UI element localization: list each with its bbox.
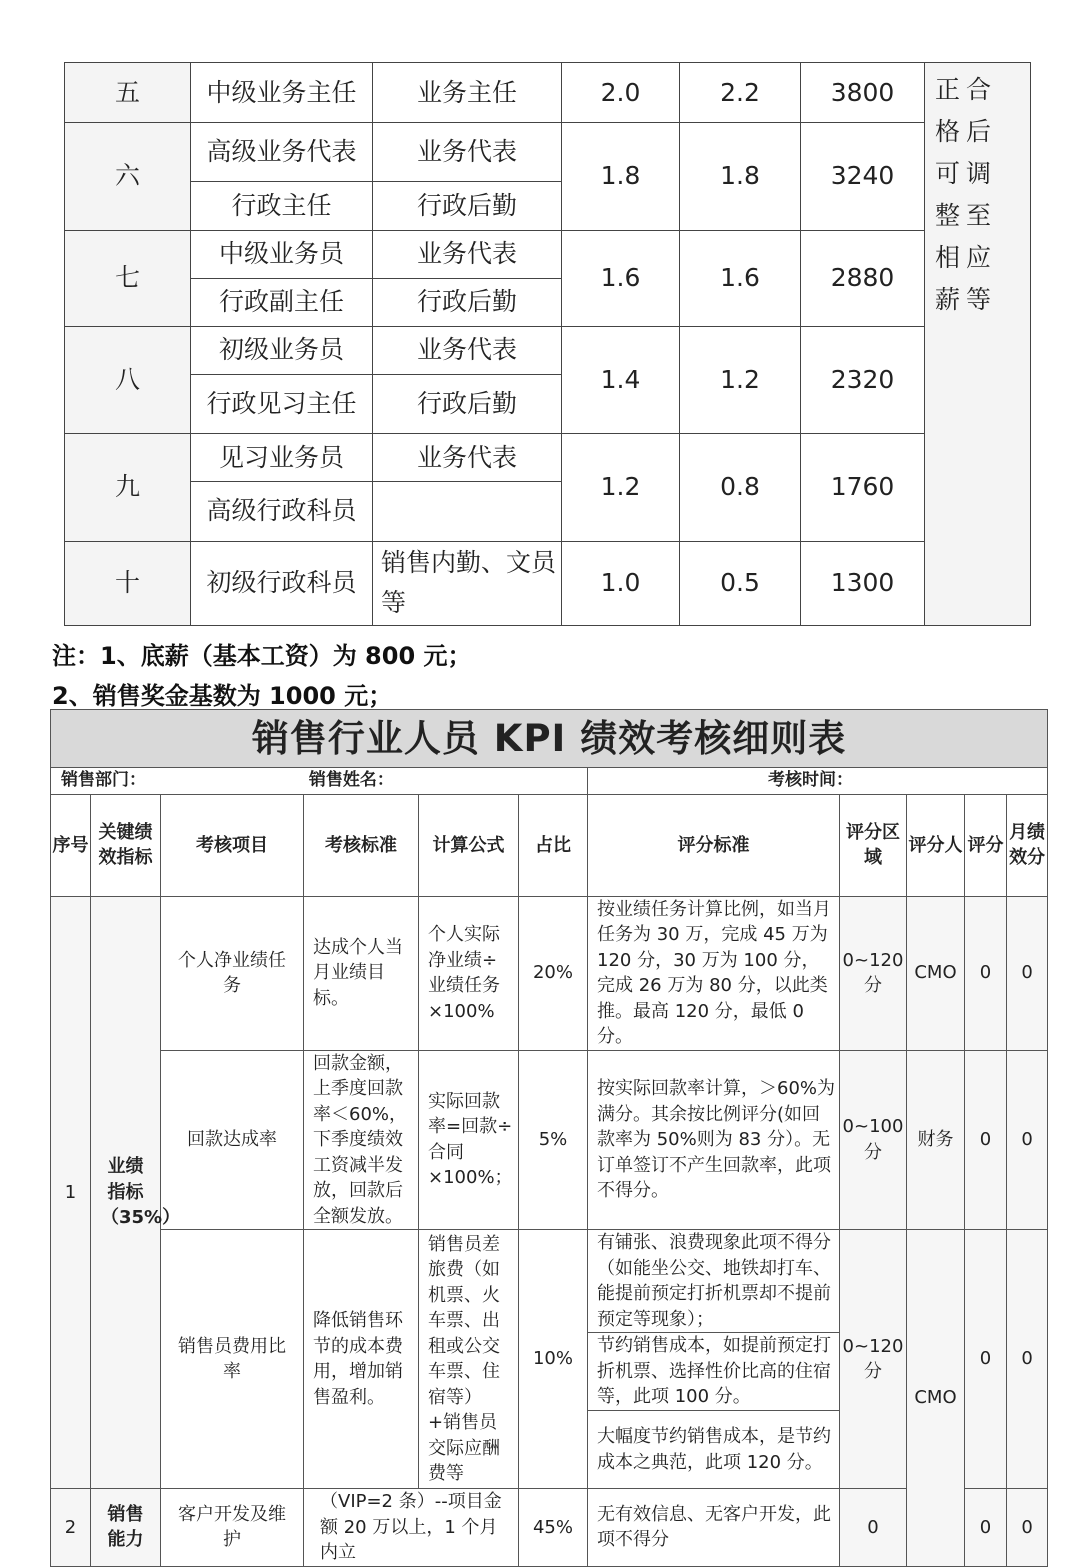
grade-row — [65, 541, 1031, 583]
item-standard: 回款金额，上季度回款率＜60%，下季度绩效工资减半发放，回款后全额发放。 — [304, 1050, 419, 1230]
time-label: 考核时间： — [588, 768, 1048, 795]
item-criteria: 有铺张、浪费现象此项不得分（如能坐公交、地铁却打车、能提前预定打折机票却不提前预定等现象）； — [588, 1230, 840, 1333]
item-ratio: 5% — [519, 1050, 588, 1230]
item-criteria: 节约销售成本，如提前预定打折机票、选择性价比高的住宿等，此项 100 分。 — [588, 1333, 840, 1411]
role-cell: 业务代表 — [373, 123, 562, 182]
item-formula: 销售员差旅费（如机票、火车票、出租或公交车票、住宿等）+销售员交际应酬费等 — [419, 1230, 519, 1489]
kpi-row — [51, 1050, 1048, 1230]
section-kpi: 业绩指标（35%） — [91, 896, 161, 1489]
coef2-cell: 2.2 — [680, 63, 801, 123]
item-standard: （VIP=2 条）--项目金额 20 万以上，1 个月内立 — [304, 1489, 519, 1567]
item-formula: 个人实际净业绩÷业绩任务×100% — [419, 896, 519, 1050]
kpi-row — [51, 1230, 1048, 1333]
salary-grade-table — [64, 62, 1031, 626]
item-score: 0 — [965, 1050, 1007, 1230]
title-cell: 行政见习主任 — [191, 375, 373, 434]
coef1-cell: 1.6 — [562, 230, 680, 326]
title-cell: 高级业务代表 — [191, 123, 373, 182]
salary-cell: 1760 — [801, 434, 925, 541]
coef1-cell: 2.0 — [562, 63, 680, 123]
role-cell: 销售内勤、文员等 — [373, 541, 562, 625]
grade-cell: 六 — [65, 123, 191, 230]
coef2-cell: 1.6 — [680, 230, 801, 326]
grade-row — [65, 434, 1031, 482]
item-ratio: 45% — [519, 1489, 588, 1567]
item-range: 0~100分 — [840, 1050, 907, 1230]
item-rater: CMO — [907, 896, 965, 1050]
role-cell: 行政后勤 — [373, 278, 562, 326]
item-criteria: 按业绩任务计算比例，如当月任务为 30 万，完成 45 万为 120 分，30 万为 100 分，完成 26 万为 80 分，以此类推。最高 120 分，最低 0 分。 — [588, 896, 840, 1050]
role-cell: 业务代表 — [373, 326, 562, 374]
grade-row — [65, 123, 1031, 182]
coef2-cell: 1.8 — [680, 123, 801, 230]
section-kpi: 销售能力 — [91, 1489, 161, 1567]
salary-cell: 3800 — [801, 63, 925, 123]
note-line: 注：1、底薪（基本工资）为 800 元； — [52, 642, 472, 670]
coef1-cell: 1.0 — [562, 541, 680, 625]
header-score: 评分 — [965, 794, 1007, 896]
role-cell: 行政后勤 — [373, 182, 562, 230]
item-monthly: 0 — [1007, 1230, 1048, 1489]
header-kpi: 关键绩效指标 — [91, 794, 161, 896]
coef1-cell: 1.2 — [562, 434, 680, 541]
header-row — [51, 794, 1048, 896]
header-criteria: 评分标准 — [588, 794, 840, 896]
coef1-cell: 1.4 — [562, 326, 680, 433]
kpi-row — [51, 1489, 1048, 1567]
role-cell: 业务代表 — [373, 230, 562, 278]
header-rater: 评分人 — [907, 794, 965, 896]
item-criteria: 无有效信息、无客户开发，此项不得分 — [588, 1489, 840, 1567]
item-monthly: 0 — [1007, 1489, 1048, 1567]
header-item: 考核项目 — [161, 794, 304, 896]
title-cell: 高级行政科员 — [191, 482, 373, 541]
item-criteria: 按实际回款率计算，＞60%为满分。其余按比例评分(如回款率为 50%则为 83 分）。无订单签订不产生回款率，此项不得分。 — [588, 1050, 840, 1230]
title-cell: 中级业务主任 — [191, 63, 373, 123]
grade-row — [65, 230, 1031, 278]
item-range: 0~120分 — [840, 896, 907, 1050]
coef2-cell: 0.5 — [680, 541, 801, 625]
grade-row — [65, 326, 1031, 374]
item-ratio: 10% — [519, 1230, 588, 1489]
item-name: 客户开发及维护 — [161, 1489, 304, 1567]
header-standard: 考核标准 — [304, 794, 419, 896]
item-name: 销售员费用比率 — [161, 1230, 304, 1489]
item-rater: CMO — [907, 1230, 965, 1567]
kpi-row — [51, 896, 1048, 1050]
side-note: 正合格后可调整至相应薪等 — [925, 63, 1031, 626]
item-standard: 降低销售环节的成本费用，增加销售盈利。 — [304, 1230, 419, 1489]
item-formula: 实际回款率=回款÷合同×100%； — [419, 1050, 519, 1230]
section-no: 1 — [51, 896, 91, 1489]
title-cell: 见习业务员 — [191, 434, 373, 482]
salary-cell: 2320 — [801, 326, 925, 433]
role-cell: 行政后勤 — [373, 375, 562, 434]
grade-cell: 五 — [65, 63, 191, 123]
item-score: 0 — [965, 896, 1007, 1050]
coef1-cell: 1.8 — [562, 123, 680, 230]
grade-row — [65, 63, 1031, 123]
title-cell: 初级行政科员 — [191, 541, 373, 625]
header-ratio: 占比 — [519, 794, 588, 896]
item-rater: 财务 — [907, 1050, 965, 1230]
salary-cell: 2880 — [801, 230, 925, 326]
name-label: 销售姓名： — [308, 770, 394, 790]
header-formula: 计算公式 — [419, 794, 519, 896]
title-cell: 初级业务员 — [191, 326, 373, 374]
title-cell: 行政主任 — [191, 182, 373, 230]
role-cell — [373, 482, 562, 541]
item-ratio: 20% — [519, 896, 588, 1050]
title-cell: 中级业务员 — [191, 230, 373, 278]
item-score: 0 — [965, 1489, 1007, 1567]
meta-dept — [51, 768, 588, 795]
salary-cell: 1300 — [801, 541, 925, 625]
dept-label: 销售部门： — [61, 770, 146, 790]
header-range: 评分区域 — [840, 794, 907, 896]
grade-cell: 九 — [65, 434, 191, 541]
grade-cell: 十 — [65, 541, 191, 625]
item-range: 0~120分 — [840, 1230, 907, 1489]
title-cell: 行政副主任 — [191, 278, 373, 326]
coef2-cell: 1.2 — [680, 326, 801, 433]
item-name: 回款达成率 — [161, 1050, 304, 1230]
role-cell: 业务代表 — [373, 434, 562, 482]
header-no: 序号 — [51, 794, 91, 896]
item-score: 0 — [965, 1230, 1007, 1489]
item-criteria: 大幅度节约销售成本，是节约成本之典范，此项 120 分。 — [588, 1411, 840, 1489]
salary-cell: 3240 — [801, 123, 925, 230]
note-line: 2、销售奖金基数为 1000 元； — [52, 682, 393, 710]
item-name: 个人净业绩任务 — [161, 896, 304, 1050]
coef2-cell: 0.8 — [680, 434, 801, 541]
item-range: 0 — [840, 1489, 907, 1567]
grade-cell: 八 — [65, 326, 191, 433]
section-no: 2 — [51, 1489, 91, 1567]
item-standard: 达成个人当月业绩目标。 — [304, 896, 419, 1050]
kpi-table — [50, 709, 1048, 1567]
grade-cell: 七 — [65, 230, 191, 326]
header-monthly: 月绩效分 — [1007, 794, 1048, 896]
item-monthly: 0 — [1007, 896, 1048, 1050]
kpi-title: 销售行业人员 KPI 绩效考核细则表 — [51, 710, 1048, 768]
role-cell: 业务主任 — [373, 63, 562, 123]
item-monthly: 0 — [1007, 1050, 1048, 1230]
